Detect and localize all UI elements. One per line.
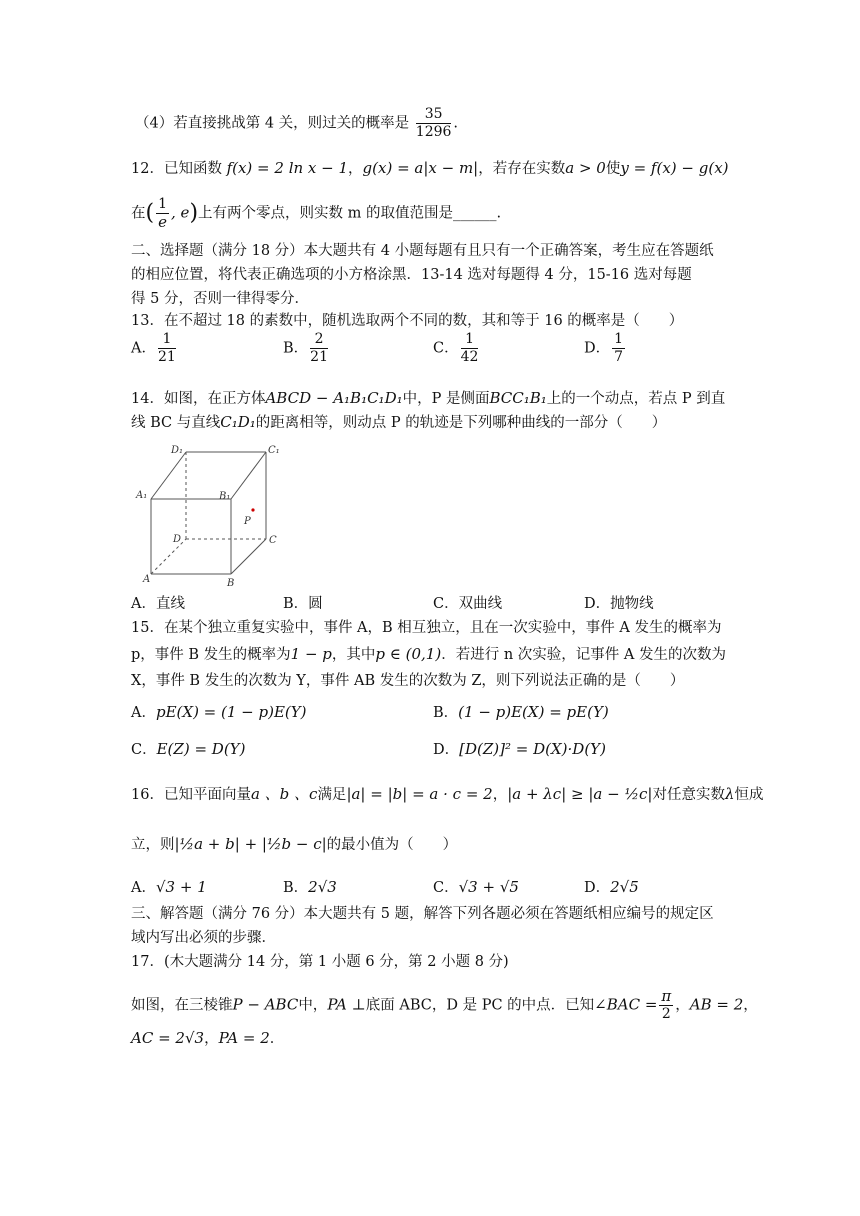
section2-line1: 二、选择题（满分 18 分）本大题共有 4 小题每题有且只有一个正确答案，考生应在答题纸 [131,243,714,259]
q13-option-b: B． $\frac{2}{21}$ [283,331,328,365]
q15-option-c: C．E(Z) = D(Y) [131,740,246,758]
q16-option-d: D．2√5 [584,878,639,896]
q16-option-c: C．√3 + √5 [433,878,519,896]
q14-line1: 14．如图，在正方体ABCD − A₁B₁C₁D₁中，P 是侧面BCC₁B₁上的一个动点，若点 P 到直 [131,389,726,407]
q12-line1: 12．已知函数 f(x) = 2 ln x − 1，g(x) = a|x − m|，若存在实数a > 0使y = f(x) − g(x) [131,159,729,177]
fraction: $\frac{\pi}{2}$ [661,987,672,1022]
edge-a1d1 [151,452,186,499]
label-c1: C₁ [268,445,280,456]
q15-option-d: D．[D(Z)]² = D(X)·D(Y) [433,740,606,758]
fraction: $\frac{35}{1296}$ [415,106,452,140]
q15-option-a: A．pE(X) = (1 − p)E(Y) [131,703,307,721]
label-b: B [227,578,235,589]
cube-figure [131,441,301,589]
q11-part4: （4）若直接挑战第 4 关，则过关的概率是 $\frac{35}{1296}$ . [135,106,459,140]
q16-option-b: B．2√3 [283,878,337,896]
edge-bc [231,539,266,574]
q14-option-d: D．抛物线 [584,596,654,612]
fraction: $\frac{1}{e}$ [158,196,168,231]
section2-line3: 得 5 分，否则一律得零分． [131,291,309,307]
label-b1: B₁ [219,491,231,502]
q15-line3: X，事件 B 发生的次数为 Y，事件 AB 发生的次数为 Z，则下列说法正确的是（ ） [131,673,685,689]
label-d: D [173,534,182,545]
q15-option-b: B．(1 − p)E(X) = pE(Y) [433,703,609,721]
section2-line2: 的相应位置，将代表正确选项的小方格涂黑．13-14 选对每题得 4 分，15-16 选对每题 [131,267,692,283]
section3-line2: 域内写出必须的步骤． [131,930,276,946]
section3-line1: 三、解答题（满分 76 分）本大题共有 5 题，解答下列各题必须在答题纸相应编号的规定区 [131,906,714,922]
q14-line2: 线 BC 与直线C₁D₁的距离相等，则动点 P 的轨迹是下列哪种曲线的一部分（ ） [131,413,667,431]
q13-option-d: D． $\frac{1}{7}$ [584,331,624,365]
q12-line2: 在( $\frac{1}{e}$ , e)上有两个零点，则实数 m 的取值范围是______. [131,196,502,231]
label-a1: A₁ [136,490,148,501]
label-c: C [269,535,277,546]
label-d1: D₁ [171,445,184,456]
q13-option-a: A． $\frac{1}{21}$ [131,331,176,365]
q16-line1: 16．已知平面向量a 、b 、c满足|a| = |b| = a · c = 2，|a + λc| ≥ |a − ½c|对任意实数λ恒成 [131,785,764,803]
q16-line2: 立，则|½a + b| + |½b − c|的最小值为（ ） [131,835,458,853]
q13-option-c: C． $\frac{1}{42}$ [433,331,479,365]
q17-head: 17．(木大题满分 14 分，第 1 小题 6 分，第 2 小题 8 分) [131,954,509,970]
edge-b1c1 [231,452,266,499]
q15-line1: 15．在某个独立重复实验中，事件 A，B 相互独立，且在一次实验中，事件 A 发生的概率为 [131,620,722,636]
label-p: P [244,516,251,527]
q14-option-c: C．双曲线 [433,596,503,612]
q14-option-a: A．直线 [131,596,185,612]
q13-stem: 13．在不超过 18 的素数中，随机选取两个不同的数，其和等于 16 的概率是（ ） [131,313,684,329]
q17-line2: AC = 2√3，PA = 2． [131,1029,285,1047]
q14-option-b: B．圆 [283,596,323,612]
q17-line1: 如图，在三棱锥P − ABC中，PA ⊥底面 ABC，D 是 PC 的中点．已知∠BAC = $\frac{\pi}{2}$ ，AB = 2， [131,987,758,1022]
point-p-dot [251,508,254,511]
q15-line2: p，事件 B 发生的概率为1 − p，其中p ∈ (0,1)．若进行 n 次实验，记事件 A 发生的次数为 [131,645,726,663]
q16-option-a: A．√3 + 1 [131,878,207,896]
label-a: A [143,574,151,585]
